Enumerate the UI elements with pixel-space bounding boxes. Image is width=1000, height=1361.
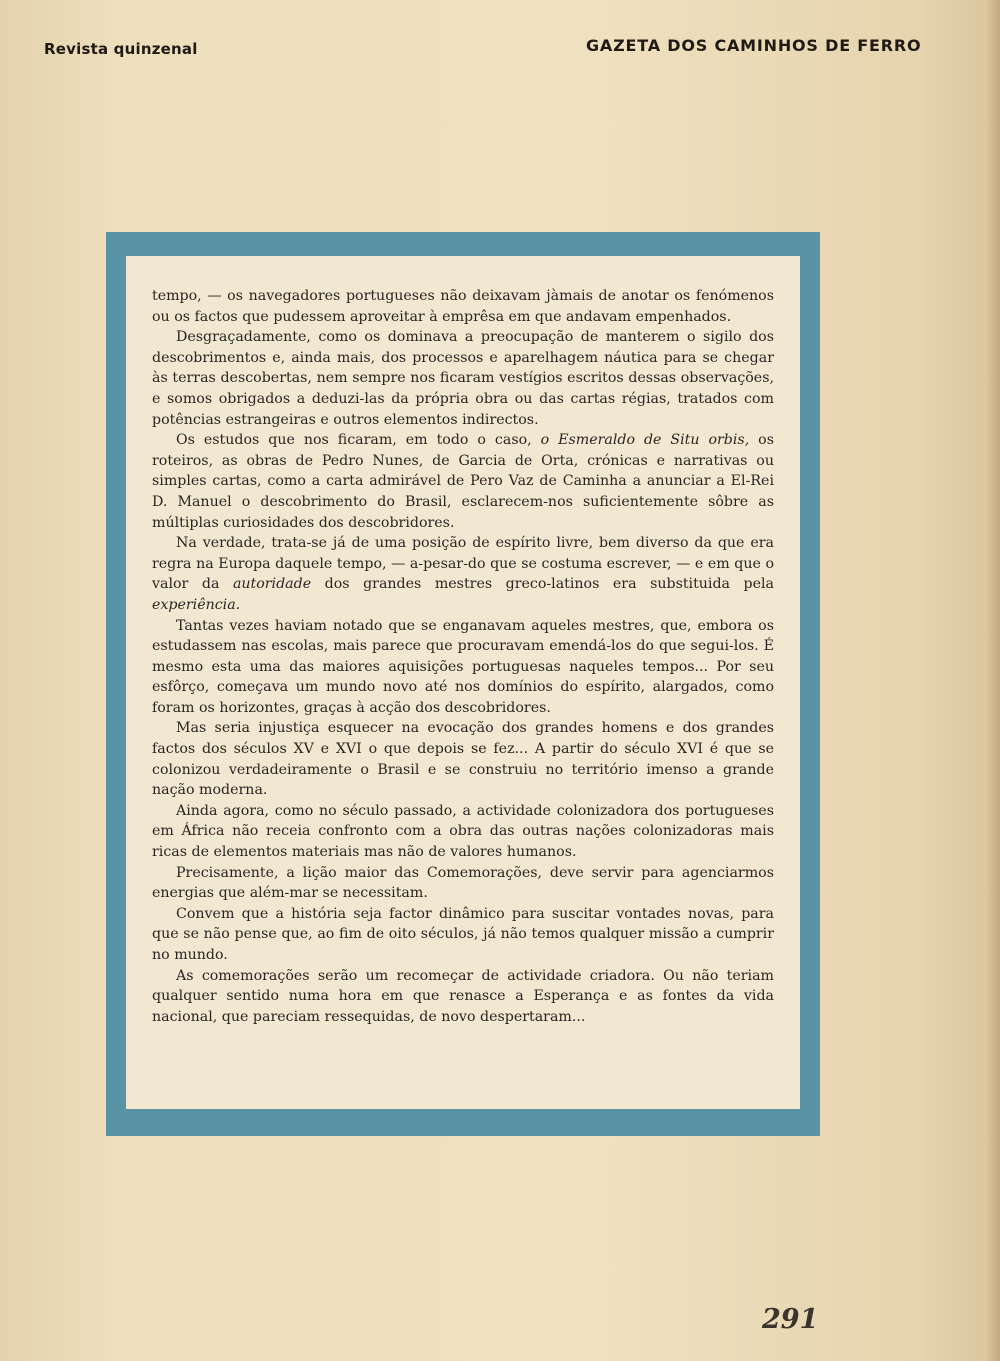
paragraph-7: [152, 801, 774, 863]
header-right-title: GAZETA DOS CAMINHOS DE FERRO: [586, 36, 922, 55]
paragraph-1-text: tempo, — os navegadores portugueses não deixavam jàmais de anotar os fenómenos ou os factos que pudessem aproveitar à emprêsa em que andavam empenhados.: [152, 288, 774, 325]
page-edge-shadow: [986, 0, 1000, 1361]
article-frame: [106, 232, 820, 1136]
article-body: [126, 256, 800, 1109]
paragraph-5-text: Tantas vezes haviam notado que se enganavam aqueles mestres, que, embora os estudassem nas escolas, mais parece que procuravam emendá-los do que segui-los. É mesmo esta uma das maiores aquisições portuguesas naqueles tempos... Por seu esfôrço, começava um mundo novo até nos domínios do espírito, alargados, como foram os horizontes, graças à acção dos descobridores.: [152, 617, 774, 716]
article-text: [152, 286, 774, 1027]
paragraph-3: [152, 430, 774, 533]
paragraph-3-text-b: os roteiros, as obras de Pedro Nunes, de Garcia de Orta, crónicas e narrativas ou simples cartas, como a carta admirável de Pero Vaz de Caminha a anunciar a El-Rei D. Manuel o descobrimento do Brasil, esclarecem-nos suficientemente sôbre as múltiplas curiosidades dos descobridores.: [152, 432, 775, 531]
paragraph-9: [152, 904, 774, 966]
paragraph-5: [152, 616, 774, 719]
paragraph-8-text: Precisamente, a lição maior das Comemorações, deve servir para agenciarmos energias que além-mar se necessitam.: [152, 864, 774, 902]
page-number: 291: [762, 1304, 819, 1335]
paragraph-10-text: As comemorações serão um recomeçar de actividade criadora. Ou não teriam qualquer sentido numa hora em que renasce a Esperança e as fontes da vida nacional, que pareciam ressequidas, de novo despertaram...: [152, 967, 774, 1025]
paragraph-9-text: Convem que a história seja factor dinâmico para suscitar vontades novas, para que se não pense que, ao fim de oito séculos, já não temos qualquer missão a cumprir no mundo.: [152, 905, 774, 963]
paragraph-2: [152, 327, 774, 430]
paragraph-1: [152, 286, 774, 327]
paragraph-2-text: Desgraçadamente, como os dominava a preocupação de manterem o sigilo dos descobrimentos e, ainda mais, dos processos e aparelhagem náutica para se chegar às terras descobertas, nem sempre nos ficaram vestígios escritos dessas observações, e somos obrigados a deduzi-las da própria obra ou das cartas régias, tratados com potências estrangeiras e outros elementos indirectos.: [152, 329, 774, 428]
paragraph-4-italic-experiencia: experiência.: [152, 596, 241, 613]
paragraph-4-text-a: Na verdade, trata-se já de uma posição de espírito livre, bem diverso da que era regra na Europa daquele tempo, — a-pesar-do que se costuma escrever, — e em que o valor da: [152, 535, 774, 593]
paragraph-6-text: Mas seria injustiça esquecer na evocação dos grandes homens e dos grandes factos dos séculos XV e XVI o que depois se fez... A partir do século XVI é que se colonizou verdadeiramente o Brasil e se construiu no território imenso a grande nação moderna.: [152, 720, 774, 799]
paragraph-8: [152, 863, 774, 904]
paragraph-4: [152, 533, 774, 615]
paragraph-4-italic-autoridade: autoridade: [232, 576, 312, 593]
paragraph-10: [152, 966, 774, 1028]
header-left-title: Revista quinzenal: [44, 40, 198, 58]
paragraph-4-text-b: dos grandes mestres greco-latinos era substituida pela: [311, 576, 774, 593]
paragraph-6: [152, 718, 774, 800]
paragraph-7-text: Ainda agora, como no século passado, a actividade colonizadora dos portugueses em África não receia confronto com a obra das outras nações colonizadoras mais ricas de elementos materiais mas não de valores humanos.: [152, 802, 774, 861]
paragraph-3-italic-title: o Esmeraldo de Situ orbis,: [540, 432, 750, 449]
paragraph-3-text-a: Os estudos que nos ficaram, em todo o caso,: [176, 432, 541, 449]
